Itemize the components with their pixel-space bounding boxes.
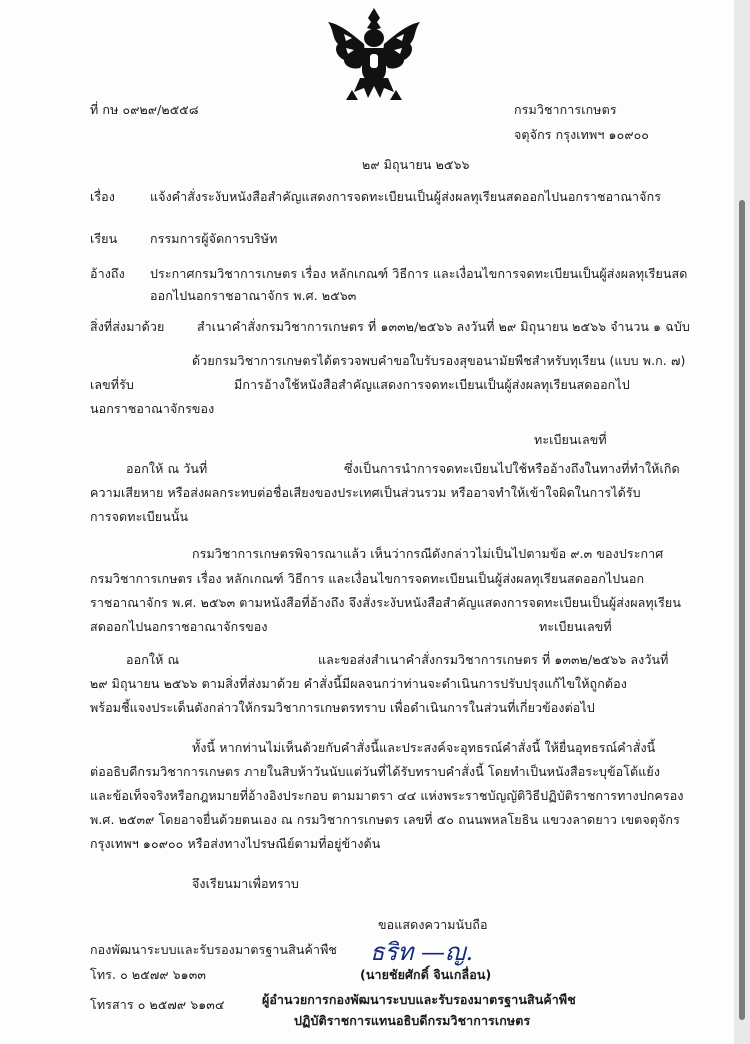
para1-line-6: ความเสียหาย หรือส่งผลกระทบต่อชื่อเสียงของประเทศเป็นส่วนรวม หรืออาจทำให้เข้าใจผิดในการได้รับ bbox=[90, 485, 641, 500]
reference-number: ที่ กษ ๐๙๒๙/๒๕๕๘ bbox=[90, 102, 199, 117]
para1-line-2: มีการอ้างใช้หนังสือสำคัญแสดงการจดทะเบียนเป็นผู้ส่งผลทุเรียนสดออกไป bbox=[234, 377, 630, 392]
para2-line-1: กรมวิชาการเกษตรพิจารณาแล้ว เห็นว่ากรณีดังกล่าวไม่เป็นไปตามข้อ ๙.๓ ของประกาศ bbox=[192, 546, 664, 561]
enclosure-text: สำเนาคำสั่งกรมวิชาการเกษตร ที่ ๑๓๓๒/๒๕๖๖ ลงวันที่ ๒๙ มิถุนายน ๒๕๖๖ จำนวน ๑ ฉบับ bbox=[197, 319, 690, 334]
para1-line-7: การจดทะเบียนนั้น bbox=[90, 509, 189, 524]
para2-line-5-label: ออกให้ ณ bbox=[126, 652, 180, 667]
para1-line-3: นอกราชอาณาจักรของ bbox=[90, 401, 215, 416]
scrollbar-thumb[interactable] bbox=[739, 200, 745, 1020]
telephone: โทร. ๐ ๒๕๗๙ ๖๑๓๓ bbox=[90, 967, 207, 982]
letter-date: ๒๙ มิถุนายน ๒๕๖๖ bbox=[362, 157, 470, 172]
enclosure-label: สิ่งที่ส่งมาด้วย bbox=[90, 319, 165, 334]
para1-line-1: ด้วยกรมวิชาการเกษตรได้ตรวจพบคำขอใบรับรองสุขอนามัยพืชสำหรับทุเรียน (แบบ พ.ก. ๗) bbox=[192, 353, 686, 368]
para1-line-2-label: เลขที่รับ bbox=[90, 377, 134, 392]
fax: โทรสาร ๐ ๒๕๗๙ ๖๑๓๔ bbox=[90, 997, 225, 1012]
para2-line-6: ๒๙ มิถุนายน ๒๕๖๖ ตามสิ่งที่ส่งมาด้วย คำสั่งนี้มีผลจนกว่าท่านจะดำเนินการปรับปรุงแก้ไขให้ถูกต้อง bbox=[90, 676, 627, 691]
garuda-emblem-icon bbox=[322, 4, 426, 108]
para2-line-2: กรมวิชาการเกษตร เรื่อง หลักเกณฑ์ วิธีการ และเงื่อนไขการจดทะเบียนเป็นผู้ส่งผลทุเรียนสดออกไปนอก bbox=[90, 571, 645, 586]
signer-title-2: ปฏิบัติราชการแทนอธิบดีกรมวิชาการเกษตร bbox=[294, 1013, 531, 1028]
reference-label: อ้างถึง bbox=[90, 266, 125, 281]
org-name: กรมวิชาการเกษตร bbox=[514, 102, 617, 117]
recipient-label: เรียน bbox=[90, 231, 118, 246]
handwritten-signature: ธริท —ญ. bbox=[370, 938, 474, 966]
para3-line-1: ทั้งนี้ หากท่านไม่เห็นด้วยกับคำสั่งนี้และประสงค์จะอุทธรณ์คำสั่งนี้ ให้ยื่นอุทธรณ์คำสั่งนี้ bbox=[192, 740, 656, 755]
signer-name: (นายชัยศักดิ์ จินเกลื่อน) bbox=[360, 967, 492, 982]
para2-line-4: สดออกไปนอกราชอาณาจักรของ bbox=[90, 619, 268, 634]
reference-line-2: ออกไปนอกราชอาณาจักร พ.ศ. ๒๕๖๓ bbox=[150, 288, 357, 303]
para3-line-4: พ.ศ. ๒๕๓๙ โดยอาจยื่นด้วยตนเอง ณ กรมวิชาการเกษตร เลขที่ ๕๐ ถนนพหลโยธิน แขวงลาดยาว เขตจตุจักร bbox=[90, 812, 680, 827]
para3-line-5: กรุงเทพฯ ๑๐๙๐๐ หรือส่งทางไปรษณีย์ตามที่อยู่ข้างต้น bbox=[90, 836, 381, 851]
org-address: จตุจักร กรุงเทพฯ ๑๐๙๐๐ bbox=[514, 127, 650, 142]
para3-line-2: ต่ออธิบดีกรมวิชาการเกษตร ภายในสิบห้าวันนับแต่วันที่ได้รับทราบคำสั่งนี้ โดยทำเป็นหนังสือระบุข้อโต้แย้ง bbox=[90, 764, 661, 779]
subject-text: แจ้งคำสั่งระงับหนังสือสำคัญแสดงการจดทะเบียนเป็นผู้ส่งผลทุเรียนสดออกไปนอกราชอาณาจักร bbox=[150, 189, 662, 204]
subject-label: เรื่อง bbox=[90, 189, 115, 204]
para2-line-3: ราชอาณาจักร พ.ศ. ๒๕๖๓ ตามหนังสือที่อ้างถึง จึงสั่งระงับหนังสือสำคัญแสดงการจดทะเบียนเป็นผู้ส่งผลทุเรียน bbox=[90, 595, 681, 610]
reference-line-1: ประกาศกรมวิชาการเกษตร เรื่อง หลักเกณฑ์ วิธีการ และเงื่อนไขการจดทะเบียนเป็นผู้ส่งผลทุเรียนสด bbox=[150, 266, 688, 281]
recipient-text: กรรมการผู้จัดการบริษัท bbox=[150, 231, 278, 246]
division-name: กองพัฒนาระบบและรับรองมาตรฐานสินค้าพืช bbox=[90, 942, 338, 957]
para1-line-5: ซึ่งเป็นการนำการจดทะเบียนไปใช้หรืออ้างถึงในทางที่ทำให้เกิด bbox=[344, 461, 680, 476]
para1-line-5-label: ออกให้ ณ วันที่ bbox=[126, 461, 208, 476]
signer-title-1: ผู้อำนวยการกองพัฒนาระบบและรับรองมาตรฐานสินค้าพืช bbox=[262, 992, 576, 1007]
para2-line-5: และขอส่งสำเนาคำสั่งกรมวิชาการเกษตร ที่ ๑๓๓๒/๒๕๖๖ ลงวันที่ bbox=[318, 652, 669, 667]
vertical-scrollbar[interactable] bbox=[734, 0, 750, 1044]
para1-line-4: ทะเบียนเลขที่ bbox=[534, 432, 607, 447]
regards-text: ขอแสดงความนับถือ bbox=[378, 917, 488, 932]
para2-line-4-reg: ทะเบียนเลขที่ bbox=[539, 619, 612, 634]
para2-line-7: พร้อมชี้แจงประเด็นดังกล่าวให้กรมวิชาการเกษตรทราบ เพื่อดำเนินการในส่วนที่เกี่ยวข้องต่อไป bbox=[90, 700, 595, 715]
para3-line-3: และข้อเท็จจริงหรือกฎหมายที่อ้างอิงประกอบ ตามมาตรา ๔๔ แห่งพระราชบัญญัติวิธีปฏิบัติราชการทางปกครอง bbox=[90, 788, 684, 803]
closing-text: จึงเรียนมาเพื่อทราบ bbox=[192, 876, 299, 891]
